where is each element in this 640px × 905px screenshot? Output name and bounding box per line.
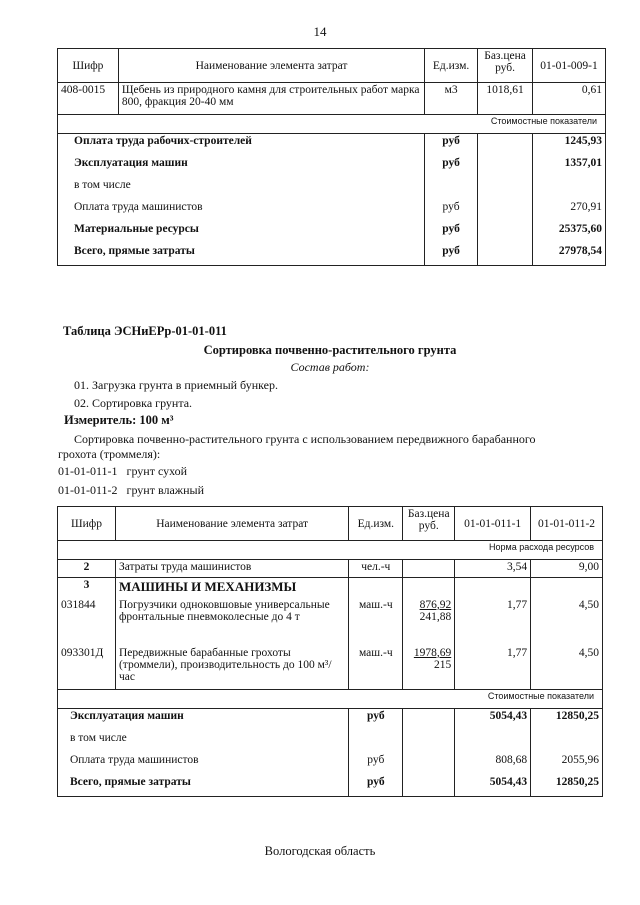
m1-v1: 1,77: [455, 598, 531, 646]
total-unit: [349, 731, 403, 753]
cost-table-2: [57, 506, 603, 797]
step-2: 02. Сортировка грунта.: [74, 396, 193, 410]
total-name: Эксплуатация машин: [58, 709, 349, 731]
total-value: 1357,01: [533, 156, 606, 178]
labor-unit: чел.-ч: [349, 560, 403, 578]
description-line-1: Сортировка почвенно-растительного грунта с использованием передвижного барабанного: [74, 432, 536, 446]
m1-unit: маш.-ч: [349, 598, 403, 646]
total-name: в том числе: [58, 731, 349, 753]
m1-price-2: 241,88: [419, 610, 452, 623]
machines-title: МАШИНЫ И МЕХАНИЗМЫ: [115, 578, 348, 598]
total-v1: 808,68: [455, 753, 531, 775]
m1-name: Погрузчики одноковшовые универсальные фронтальные пневмоколесные до 4 т: [115, 598, 348, 646]
m2-name: Передвижные барабанные грохоты (троммели), производительность до 100 м³/час: [115, 646, 348, 690]
table-label: Таблица ЭСНиЕРр-01-01-011: [63, 324, 227, 338]
total-name: Всего, прямые затраты: [58, 775, 349, 797]
cost-table-1: [57, 48, 606, 266]
total-unit: [425, 178, 478, 200]
total-unit: руб: [425, 222, 478, 244]
m1-price-1: 876,92: [419, 598, 452, 611]
total-name: Оплата труда машинистов: [58, 753, 349, 775]
total-row: [58, 134, 606, 156]
total-v1: [455, 731, 531, 753]
m2-v1: 1,77: [455, 646, 531, 690]
total-name: Оплата труда рабочих-строителей: [58, 134, 425, 156]
total-unit: руб: [425, 244, 478, 266]
total-unit: руб: [349, 775, 403, 797]
machines-code: 3: [58, 578, 116, 598]
row-code: 408-0015: [58, 83, 119, 115]
total-v2: [531, 731, 603, 753]
m2-price-2: 215: [433, 658, 452, 671]
total-value: 1245,93: [533, 134, 606, 156]
total-row: [58, 753, 603, 775]
subtitle: Состав работ:: [290, 360, 370, 374]
row-price: 1018,61: [478, 83, 533, 115]
header-code: Шифр: [58, 507, 116, 541]
row-value: 0,61: [533, 83, 606, 115]
labor-v2: 9,00: [531, 560, 603, 578]
m1-code: 031844: [58, 598, 116, 646]
total-unit: руб: [349, 709, 403, 731]
item-2: 01-01-011-2 грунт влажный: [58, 483, 204, 497]
total-name: Эксплуатация машин: [58, 156, 425, 178]
header-name: Наименование элемента затрат: [118, 49, 424, 83]
header-price: Баз.цена руб.: [478, 49, 533, 83]
labor-code: 2: [58, 560, 116, 578]
total-row: [58, 222, 606, 244]
total-row: [58, 178, 606, 200]
total-v2: 2055,96: [531, 753, 603, 775]
header-price: Баз.цена руб.: [403, 507, 455, 541]
labor-v1: 3,54: [455, 560, 531, 578]
total-unit: руб: [425, 156, 478, 178]
total-name: Оплата труда машинистов: [58, 200, 425, 222]
section-label: Стоимостные показатели: [58, 115, 606, 134]
row-unit: м3: [425, 83, 478, 115]
description-line-2: грохота (троммеля):: [58, 447, 161, 461]
total-v1: 5054,43: [455, 709, 531, 731]
total-row: [58, 709, 603, 731]
total-value: 270,91: [533, 200, 606, 222]
section-label: Стоимостные показатели: [58, 690, 603, 709]
total-value: 27978,54: [533, 244, 606, 266]
total-unit: руб: [349, 753, 403, 775]
footer-region: Вологодская область: [264, 844, 376, 858]
total-v2: 12850,25: [531, 775, 603, 797]
norm-label: Норма расхода ресурсов: [58, 541, 603, 560]
row-name: Щебень из природного камня для строительных работ марка 800, фракция 20-40 мм: [118, 83, 424, 115]
total-unit: руб: [425, 134, 478, 156]
total-row: [58, 200, 606, 222]
header-col1: 01-01-011-1: [455, 507, 531, 541]
header-code: Шифр: [58, 49, 119, 83]
total-v1: 5054,43: [455, 775, 531, 797]
step-1: 01. Загрузка грунта в приемный бункер.: [74, 378, 278, 392]
total-name: Всего, прямые затраты: [58, 244, 425, 266]
total-v2: 12850,25: [531, 709, 603, 731]
total-unit: руб: [425, 200, 478, 222]
total-row: [58, 244, 606, 266]
m2-v2: 4,50: [531, 646, 603, 690]
total-row: [58, 775, 603, 797]
table-title: Сортировка почвенно-растительного грунта: [203, 343, 457, 357]
total-value: [533, 178, 606, 200]
header-unit: Ед.изм.: [349, 507, 403, 541]
labor-name: Затраты труда машинистов: [115, 560, 348, 578]
header-unit: Ед.изм.: [425, 49, 478, 83]
header-col2: 01-01-011-2: [531, 507, 603, 541]
meter: Измеритель: 100 м³: [64, 413, 174, 427]
m1-v2: 4,50: [531, 598, 603, 646]
item-1: 01-01-011-1 грунт сухой: [58, 464, 188, 478]
m2-unit: маш.-ч: [349, 646, 403, 690]
header-col1: 01-01-009-1: [533, 49, 606, 83]
total-name: Материальные ресурсы: [58, 222, 425, 244]
total-name: в том числе: [58, 178, 425, 200]
total-value: 25375,60: [533, 222, 606, 244]
total-row: [58, 156, 606, 178]
m2-code: 093301Д: [58, 646, 116, 690]
header-name: Наименование элемента затрат: [115, 507, 348, 541]
page-number: 14: [313, 24, 327, 39]
total-row: [58, 731, 603, 753]
m2-price-1: 1978,69: [413, 646, 452, 659]
